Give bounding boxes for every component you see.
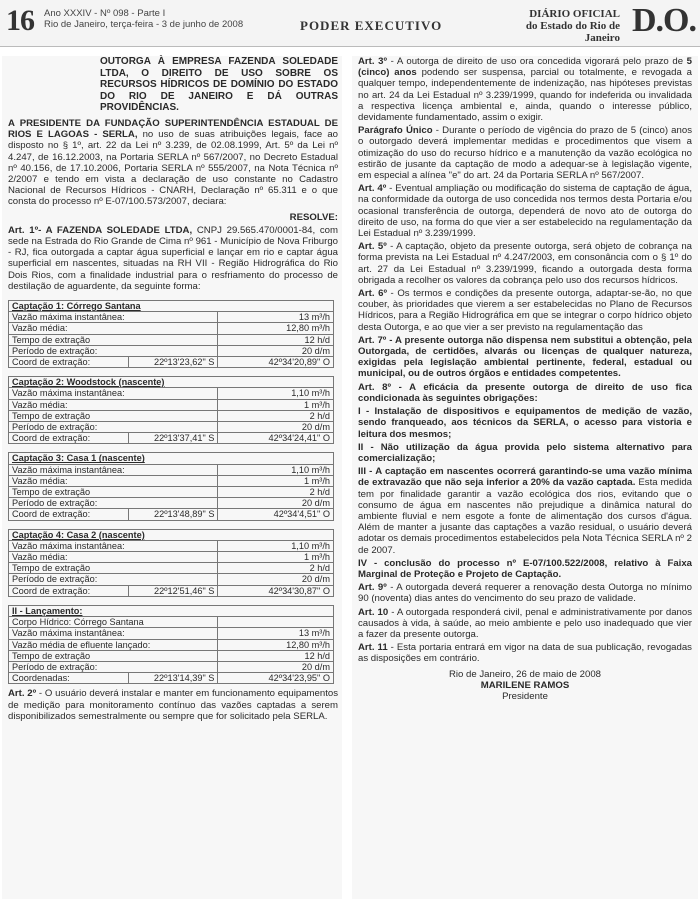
preamble-text: no uso de suas atribuições legais, face ao disposto no § 1º, art. 22 da Lei nº 3.239, de 02.08.1999, Art. 5º da Lei nº 4.247, de 16.12.2003, na Portaria SERLA nº 567/2007, no Decreto Estadual nº 40.156, de 17.10.2006, Portaria SERLA nº 555/2007, na Nota Técnica nº 2/2007 e tendo em vista a declaração de uso constante no Cadastro Nacional de Recursos Hídricos - CNARH, Declaração nº 65.311 e o que consta do processo nº E-07/100.573/2007, deciara: [8,129,338,208]
coord-label: Coord de extração: [9,585,129,596]
row-label: Período de extração: [9,422,218,433]
row-label: Corpo Hídrico: Córrego Santana [9,617,218,628]
row-value: 13 m³/h [218,628,334,639]
article-11-text: - Esta portaria entrará em vigor na data de sua publicação, revogadas as disposições em contrário. [358,642,692,665]
table-row [9,639,334,650]
row-value: 1,10 m³/h [218,388,334,399]
coord-label: Coordenadas: [9,673,129,684]
article-1-text: CNPJ 29.565.470/0001-84, com sede na Estrada do Rio Grande de Cima nº 961 - Município de Nova Friburgo - RJ, fica outorgada a captar água superficial e lançar em rio e captar água superficial em nascentes, situadas na RH VII - Região Hidrográfica do Rio Dois Rios, com a finalidade industrial para o resfriamento do processo de destilação de aguardente, da seguinte forma: [8,224,338,292]
table-row [9,464,334,475]
table-row [9,661,334,672]
volume-line: Ano XXXIV - Nº 098 - Parte I [44,8,166,19]
article-6-heading: Art. 6º [358,288,387,300]
article-2 [8,688,338,722]
article-9-heading: Art. 9º [358,582,387,594]
article-4-heading: Art. 4º [358,183,387,195]
row-value: 2 h/d [218,487,334,498]
article-1-heading: Art. 1º- A FAZENDA SOLEDADE LTDA, [8,224,193,236]
left-column [2,56,342,899]
article-8: Art. 8º - A eficácia da presente outorga de direito de uso fica condicionada às seguintes obrigações: [358,381,692,404]
coordinates-row [9,585,334,596]
article-11 [358,642,692,664]
row-label: Período de extração: [9,498,218,509]
coord-label: Coord de extração: [9,509,129,520]
preamble-authority: A PRESIDENTE DA FUNDAÇÃO SUPERINTENDÊNCIA ESTADUAL DE RIOS E LAGOAS - SERLA, [8,117,338,141]
row-label: Vazão média: [9,323,218,334]
table-heading: Captação 4: Casa 2 (nascente) [9,529,334,540]
table-row [9,475,334,486]
diario-line1: DIÁRIO OFICIAL [529,8,620,20]
article-9-text: - A outorgada deverá requerer a renovação desta Outorga no mínimo 90 (noventa) dias antes do vencimento do seu prazo de validade. [358,582,692,605]
table-row [9,388,334,399]
row-label: Vazão média: [9,399,218,410]
coord-south: 22º13'23,62" S [128,357,218,368]
coordinates-row [9,433,334,444]
page-header [0,0,700,47]
page-number: 16 [6,4,34,37]
table-row [9,399,334,410]
coord-south: 22º12'51,46" S [128,585,218,596]
article-11-heading: Art. 11 [358,642,388,654]
article-3-heading: Art. 3º [358,56,387,67]
edition-info [44,8,243,30]
row-label: Vazão média de efluente lançado: [9,639,218,650]
row-label: Vazão máxima instantânea: [9,388,218,399]
do-logo: D.O. [632,2,696,39]
table-row [9,617,334,628]
table-row [9,422,334,433]
coordinates-row [9,673,334,684]
table-heading: Captação 1: Córrego Santana [9,301,334,312]
article-7: Art. 7º - A presente outorga não dispensa nem substitui a obtenção, pela Outorgada, de certidões, alvarás ou licenças de qualquer natureza, exigidas pela legislação ambiental pertinente, federal, estadual ou municipal, ou de outros órgãos e entidades competentes. [358,334,692,380]
paragrafo-heading: Parágrafo Único [358,125,433,137]
row-value: 12,80 m³/h [218,639,334,650]
article-10-text: - A outorgada responderá civil, penal e administrativamente por danos causados à vida, à saúde, ao meio ambiente e pelo uso inadequado que vier a fazer da presente outorga. [358,606,693,640]
row-label: Vazão média: [9,475,218,486]
row-value: 1,10 m³/h [218,464,334,475]
row-label: Vazão máxima instantânea: [9,540,218,551]
row-label: Tempo de extração [9,650,218,661]
coord-west: 42º34'4,51" O [218,509,334,520]
row-value: 20 d/m [218,345,334,356]
row-label: Período de extração: [9,345,218,356]
row-value: 1 m³/h [218,552,334,563]
row-value: 13 m³/h [218,312,334,323]
table-heading-row [9,377,334,388]
coord-label: Coord de extração: [9,433,129,444]
row-value: 2 h/d [218,563,334,574]
article-3 [358,56,692,123]
coord-south: 22º13'37,41" S [128,433,218,444]
row-label: Vazão máxima instantânea: [9,312,218,323]
coord-label: Coord de extração: [9,357,129,368]
table-row [9,563,334,574]
publication-name [490,8,620,44]
article-3-text-b: podendo ser suspensa, parcial ou totalmente, e revogada a qualquer tempo, independentemente de indenização, nas hipóteses previstas no art. 24 da Lei Estadual nº 3.239/1999, quando for indeferida ou invalidada a respectiva licença ambiental e, ainda, quando o interesse público, devidamente fundamentado, assim o exigir. [358,67,692,124]
row-value: 12 h/d [218,334,334,345]
article-2-heading: Art. 2º [8,688,37,700]
coord-south: 22º13'14,39" S [128,673,218,684]
diario-line2: do Estado do Rio de Janeiro [525,20,620,44]
table-heading-row [9,605,334,616]
table-row [9,410,334,421]
coord-west: 42º34'24,41" O [218,433,334,444]
article-10-heading: Art. 10 [358,606,389,618]
article-9 [358,582,692,604]
obligation-3 [358,466,692,556]
table-heading: II - Lançamento: [9,605,334,616]
table-row [9,345,334,356]
obligation-2: II - Não utilização da água provida pelo sistema alternativo para comercialização; [358,441,692,464]
article-3-term: 5 (cinco) anos [358,56,693,79]
article-4 [358,183,692,239]
table-row [9,323,334,334]
paragrafo-unico [358,125,692,181]
document-title: OUTORGA À EMPRESA FAZENDA SOLEDADE LTDA, O DIREITO DE USO SOBRE OS RECURSOS HÍDRICOS DE DOMÍNIO DO ESTADO DO RIO DE JANEIRO E DÁ OUTRAS PROVIDÊNCIAS. [100,56,338,114]
obligation-3-text: Esta medida tem por finalidade garantir a vazão ecológica dos rios, evitando que o consumo de água em nascentes não prejudique a dinâmica natural do ambiente fluvial e nem esgote a fonte de alimentação dos cursos d'água. Além de manter a jusante das captações a vazão residual, o usuário deverá adotar os demais procedimentos estabelecidos pela Nota Técnica SERLA nº 2 de 2007. [358,477,692,556]
date-line: Rio de Janeiro, terça-feira - 3 de junho de 2008 [44,19,244,30]
coord-west: 42º34'23,95" O [218,673,334,684]
article-5-text: - A captação, objeto da presente outorga, será objeto de cobrança na forma prevista na Lei Estadual nº 4.247/2003, em consonância com o § 1º do art. 27 da Lei Estadual nº 3.239/1999, ficando a outorgada desta forma obrigada a recolher os valores da cobrança pelo uso dos recursos hídricos. [358,241,692,286]
table-row [9,498,334,509]
extraction-table [8,376,334,444]
place-date: Rio de Janeiro, 26 de maio de 2008 [448,668,601,680]
row-label: Vazão máxima instantânea: [9,464,218,475]
table-heading: Captação 2: Woodstock (nascente) [9,377,334,388]
row-value: 12 h/d [218,650,334,661]
coord-west: 42º34'30,87" O [218,585,334,596]
obligation-4: IV - conclusão do processo nº E-07/100.522/2008, relativo à Faixa Marginal de Proteção e Projeto de Captação. [358,557,692,580]
row-value: 20 d/m [218,498,334,509]
coordinates-row [9,509,334,520]
extraction-table [8,300,334,368]
row-label: Período de extração: [9,574,218,585]
article-2-text: - O usuário deverá instalar e manter em funcionamento equipamentos de medição para monitoramento contínuo das vazões captadas a serem disponibilizados semestralmente ou sempre que for solicitado pela SERLA. [8,688,338,722]
article-6 [358,288,692,333]
table-row [9,487,334,498]
article-3-text-a: - A outorga de direito de uso ora concedida vigorará pelo prazo de [386,56,687,67]
row-label: Tempo de extração [9,487,218,498]
article-5 [358,241,692,286]
row-label: Vazão máxima instantânea: [9,628,218,639]
extraction-table [8,452,334,520]
article-4-text: - Eventual ampliação ou modificação do sistema de captação de água, na conformidade da outorga de uso concedida nos termos desta Portaria e/ou ocasional transferência de outorga, dependerá de novo ato de outorga do direito de uso, na forma do que vier a ser estabelecido na regulamentação da Lei Estadual nº 3.239/1999. [358,183,692,240]
extraction-table [8,605,334,684]
resolve-heading: RESOLVE: [289,211,338,223]
table-row [9,628,334,639]
table-heading-row [9,301,334,312]
row-value: 20 d/m [218,661,334,672]
article-1 [8,225,338,292]
table-row [9,312,334,323]
table-row [9,650,334,661]
row-value: 1,10 m³/h [218,540,334,551]
row-value [218,617,334,628]
row-value: 2 h/d [218,410,334,421]
row-value: 1 m³/h [218,475,334,486]
section-title: PODER EXECUTIVO [300,18,443,33]
right-column [352,56,698,899]
signature-block [358,669,692,703]
table-row [9,334,334,345]
table-row [9,574,334,585]
row-label: Tempo de extração [9,410,218,421]
coord-west: 42º34'20,89" O [218,357,334,368]
table-heading-row [9,529,334,540]
preamble [8,118,338,208]
table-row [9,552,334,563]
extraction-tables [8,300,338,684]
table-row [9,540,334,551]
extraction-table [8,529,334,597]
row-label: Vazão média: [9,552,218,563]
row-label: Período de extração: [9,661,218,672]
row-label: Tempo de extração [9,563,218,574]
signer-role: Presidente [502,690,548,702]
table-heading: Captação 3: Casa 1 (nascente) [9,453,334,464]
coordinates-row [9,357,334,368]
row-value: 12,80 m³/h [218,323,334,334]
obligation-1: I - Instalação de dispositivos e equipamentos de medição de vazão, sendo franqueado, aos técnicos da SERLA, o acesso para vistoria e leitura dos mesmos; [358,406,692,440]
paragrafo-text: - Durante o período de vigência do prazo de 5 (cinco) anos o outorgado deverá implementar medidas e procedimentos que visem a otimização do uso do recurso hídrico e a manutenção da vazão ecológica no estirão de jusante da captação de modo a adequar-se à legislação vigente, em especial a alínea "e" do art. 24 da Portaria SERLA nº 567/2007. [358,125,692,182]
row-label: Tempo de extração [9,334,218,345]
obligation-3-heading: III - A captação em nascentes ocorrerá garantindo-se uma vazão mínima de extravazão que não seja inferior a 20% da vazão captada. [358,466,692,489]
table-heading-row [9,453,334,464]
signer-name: MARILENE RAMOS [480,679,570,691]
row-value: 1 m³/h [218,399,334,410]
row-value: 20 d/m [218,422,334,433]
article-10 [358,607,692,641]
article-6-text: - Os termos e condições da presente outorga, adaptar-se-ão, no que couber, às prioridades que vierem a ser estabelecidas no Plano de Recursos Hídricos, para a Região Hidrográfica em que se integrar o corpo hídrico objeto desta Outorga, e ao que vier a ser previsto na regulamentação das [358,288,692,333]
row-value: 20 d/m [218,574,334,585]
article-5-heading: Art. 5º [358,241,387,253]
coord-south: 22º13'48,89" S [128,509,218,520]
